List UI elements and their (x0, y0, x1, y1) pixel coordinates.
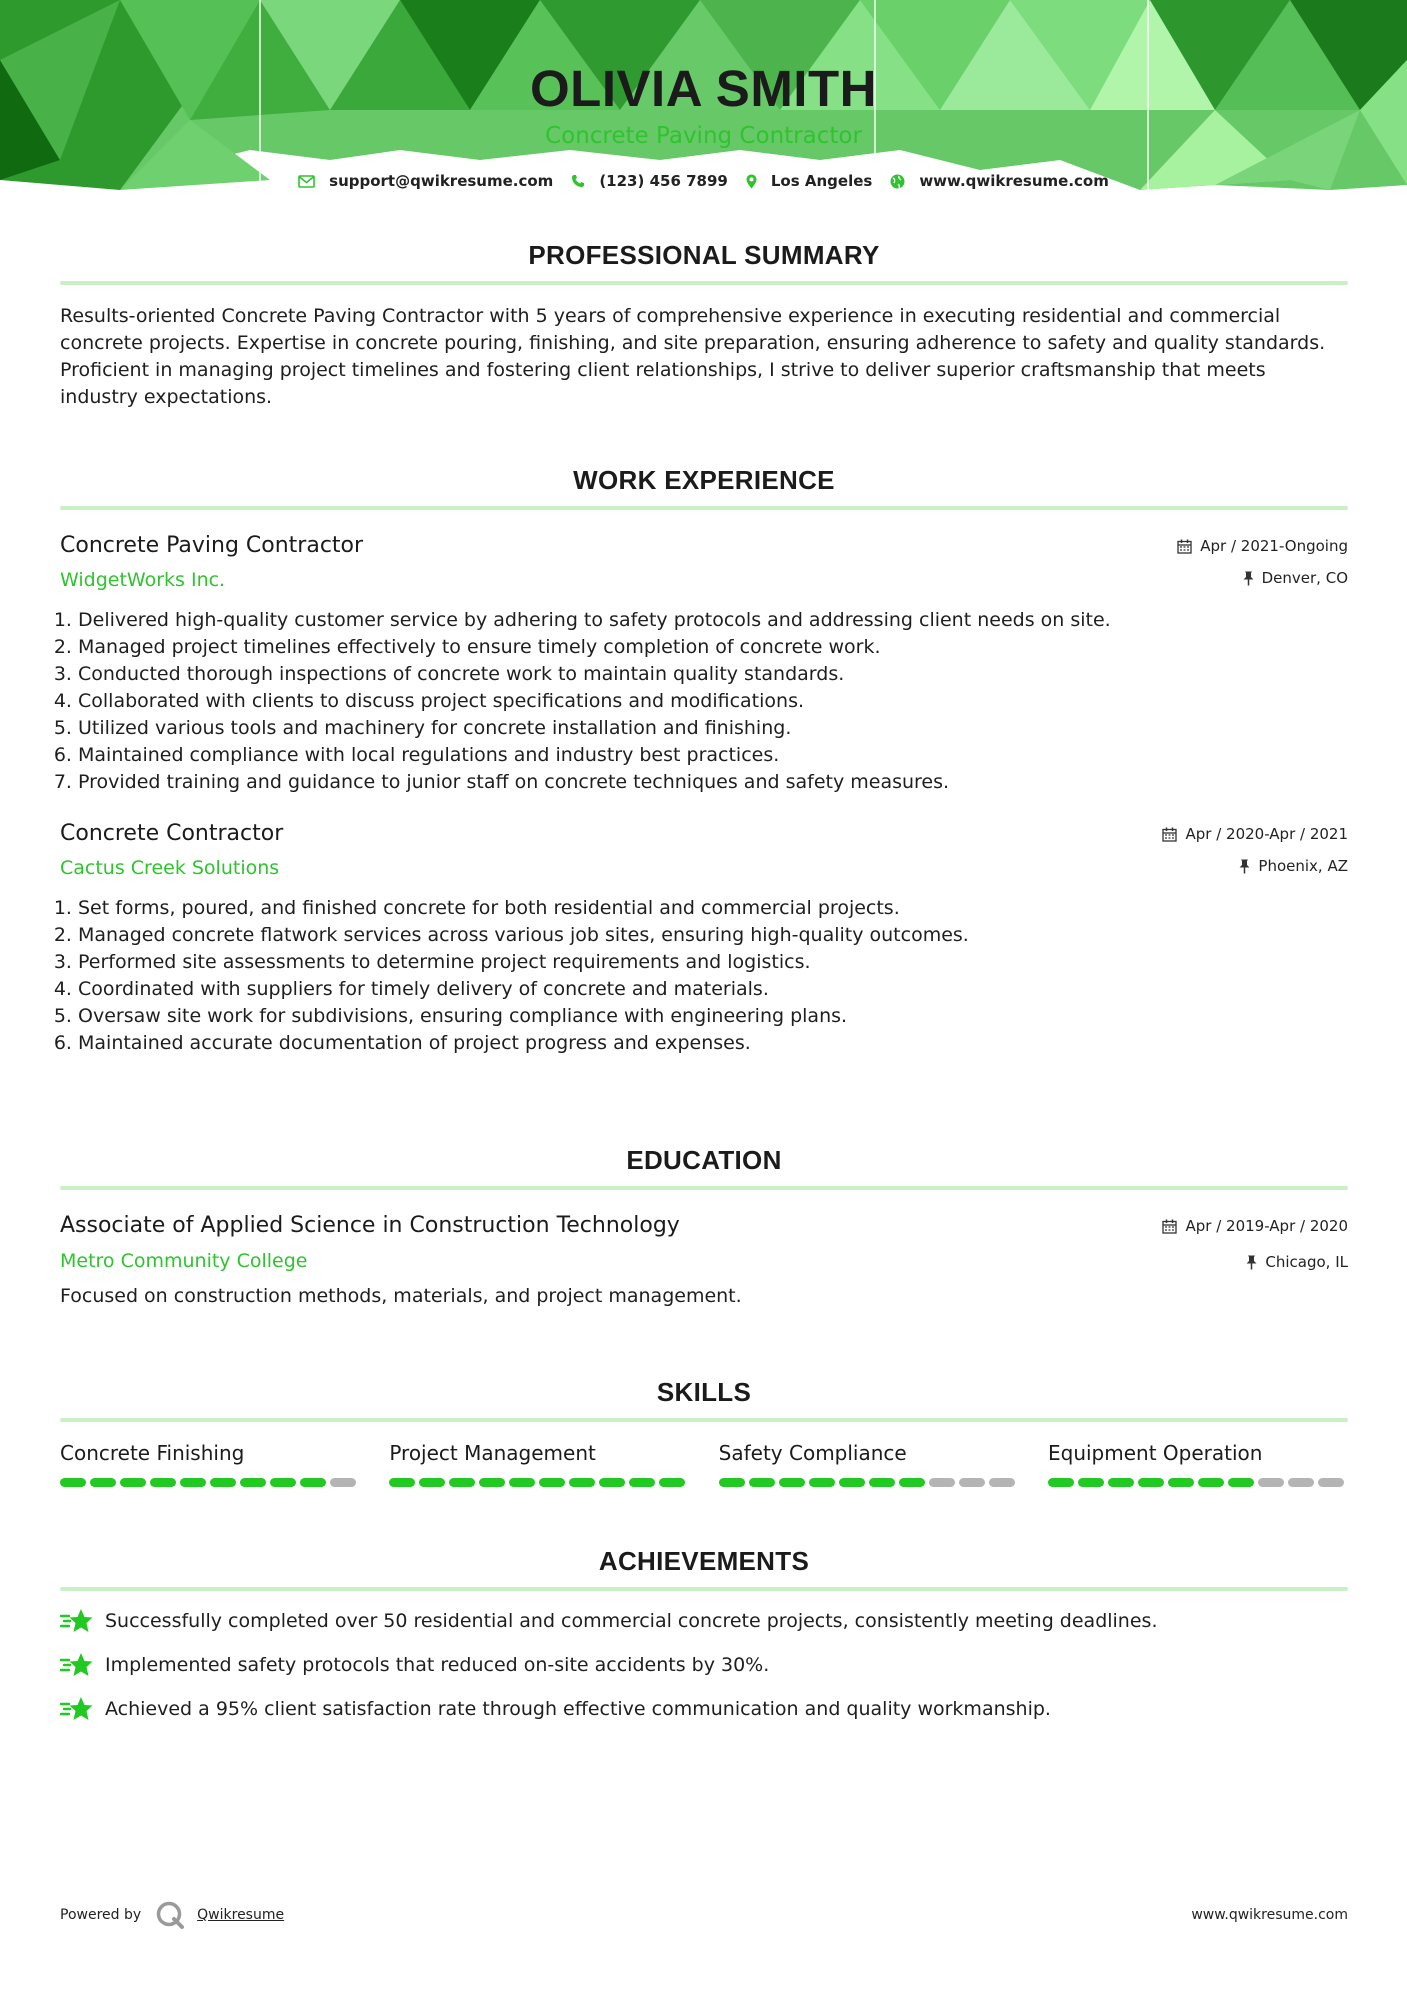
section-divider (60, 281, 1348, 285)
summary-text: Results-oriented Concrete Paving Contractor with 5 years of comprehensive experience in executing residential and commercial concrete projects. Expertise in concrete pouring, finishing, and site preparation, ensuring adherence to safety and quality standards. Proficient in managing project timelines and fostering client relationships, I strive to deliver superior craftsmanship that meets industry expectations. (60, 305, 1326, 408)
skill-name: Concrete Finishing (60, 1441, 245, 1465)
skill-segment (1048, 1478, 1074, 1487)
contact-email[interactable] (298, 172, 553, 190)
job-duties (60, 607, 1348, 796)
skill-segment (989, 1478, 1015, 1487)
skill-segment (569, 1478, 595, 1487)
job-dates-text: Apr / 2020-Apr / 2021 (1185, 825, 1348, 843)
achievement-item (60, 1695, 1348, 1723)
achievement-text: Achieved a 95% client satisfaction rate through effective communication and quality workmanship. (105, 1697, 1051, 1720)
brand-link[interactable]: Qwikresume (197, 1907, 285, 1923)
skill-level-bar (719, 1478, 1019, 1487)
achievement-text: Implemented safety protocols that reduced on-site accidents by 30%. (105, 1653, 770, 1676)
job-location (1162, 851, 1348, 881)
star-icon (60, 1607, 93, 1635)
skill-segment (330, 1478, 356, 1487)
school-name: Metro Community College (60, 1250, 308, 1272)
contact-location (746, 172, 872, 190)
education-description: Focused on construction methods, materials, and project management. (60, 1285, 742, 1307)
skill-segment (809, 1478, 835, 1487)
section-divider (60, 1587, 1348, 1591)
job-entry (60, 819, 1348, 1057)
skill-level-bar (389, 1478, 689, 1487)
achievement-item (60, 1607, 1348, 1635)
envelope-icon (298, 175, 315, 188)
skill-name: Safety Compliance (718, 1441, 907, 1465)
degree-name: Associate of Applied Science in Construction Technology (60, 1213, 680, 1238)
education-location-text: Chicago, IL (1265, 1253, 1348, 1271)
skill-segment (419, 1478, 445, 1487)
duty-item: 2. Managed concrete flatwork services across various job sites, ensuring high-quality outcomes. (78, 922, 1348, 949)
section-divider (60, 1186, 1348, 1190)
section-divider (60, 1418, 1348, 1422)
pin-icon (1239, 859, 1250, 874)
skill-segment (240, 1478, 266, 1487)
job-duties (60, 895, 1348, 1057)
skills-heading: SKILLS (656, 1377, 752, 1407)
skill-segment (270, 1478, 296, 1487)
summary-heading: PROFESSIONAL SUMMARY (528, 240, 880, 270)
skill-segment (1168, 1478, 1194, 1487)
skill-segment (120, 1478, 146, 1487)
education-dates-text: Apr / 2019-Apr / 2020 (1185, 1217, 1348, 1235)
education-heading: EDUCATION (626, 1145, 782, 1175)
achievement-item (60, 1651, 1348, 1679)
duty-item: 3. Conducted thorough inspections of concrete work to maintain quality standards. (78, 661, 1348, 688)
location-text: Los Angeles (770, 172, 873, 190)
powered-by-label: Powered by (60, 1907, 142, 1923)
duty-item: 2. Managed project timelines effectively to ensure timely completion of concrete work. (78, 634, 1348, 661)
duty-item: 5. Utilized various tools and machinery for concrete installation and finishing. (78, 715, 1348, 742)
skill-segment (659, 1478, 685, 1487)
skill-segment (1198, 1478, 1224, 1487)
skill-segment (899, 1478, 925, 1487)
skill-segment (300, 1478, 326, 1487)
skill-item (1048, 1438, 1348, 1487)
calendar-icon (1177, 539, 1192, 554)
duty-item: 1. Delivered high-quality customer service by adhering to safety protocols and addressing client needs on site. (78, 607, 1348, 634)
skill-segment (479, 1478, 505, 1487)
job-role: Concrete Contractor (60, 821, 284, 846)
skill-segment (449, 1478, 475, 1487)
skill-item (60, 1438, 360, 1487)
skill-segment (719, 1478, 745, 1487)
skill-segment (629, 1478, 655, 1487)
phone-text: (123) 456 7899 (599, 172, 728, 190)
education-section (60, 1143, 1348, 1310)
job-dates (1162, 819, 1348, 849)
skill-segment (1108, 1478, 1134, 1487)
website-text: www.qwikresume.com (919, 172, 1109, 190)
skill-level-bar (1048, 1478, 1348, 1487)
star-icon (60, 1651, 93, 1679)
skill-segment (599, 1478, 625, 1487)
achievement-text: Successfully completed over 50 residential and commercial concrete projects, consistently meeting deadlines. (105, 1609, 1158, 1632)
pin-icon (1246, 1255, 1257, 1270)
job-dates (1177, 531, 1348, 561)
skill-segment (929, 1478, 955, 1487)
skills-section (60, 1375, 1348, 1487)
duty-item: 1. Set forms, poured, and finished concrete for both residential and commercial projects. (78, 895, 1348, 922)
skill-segment (60, 1478, 86, 1487)
skill-name: Project Management (389, 1441, 596, 1465)
skill-segment (869, 1478, 895, 1487)
achievements-heading: ACHIEVEMENTS (598, 1546, 810, 1576)
skill-segment (839, 1478, 865, 1487)
duty-item: 3. Performed site assessments to determine project requirements and logistics. (78, 949, 1348, 976)
skill-segment (1318, 1478, 1344, 1487)
skill-item (389, 1438, 689, 1487)
contact-website[interactable] (890, 172, 1109, 190)
skill-segment (150, 1478, 176, 1487)
skill-segment (389, 1478, 415, 1487)
experience-section (60, 463, 1348, 1057)
phone-icon (571, 174, 585, 188)
skill-segment (1138, 1478, 1164, 1487)
duty-item: 6. Maintained accurate documentation of project progress and expenses. (78, 1030, 1348, 1057)
footer-site-link[interactable]: www.qwikresume.com (1191, 1907, 1348, 1923)
section-divider (60, 506, 1348, 510)
duty-item: 4. Coordinated with suppliers for timely delivery of concrete and materials. (78, 976, 1348, 1003)
job-dates-text: Apr / 2021-Ongoing (1200, 537, 1348, 555)
job-role: Concrete Paving Contractor (60, 533, 364, 558)
skill-item (719, 1438, 1019, 1487)
skill-level-bar (60, 1478, 360, 1487)
duty-item: 4. Collaborated with clients to discuss project specifications and modifications. (78, 688, 1348, 715)
skill-segment (1288, 1478, 1314, 1487)
duty-item: 5. Oversaw site work for subdivisions, ensuring compliance with engineering plans. (78, 1003, 1348, 1030)
skill-segment (1078, 1478, 1104, 1487)
calendar-icon (1162, 1219, 1177, 1234)
skill-segment (509, 1478, 535, 1487)
duty-item: 7. Provided training and guidance to junior staff on concrete techniques and safety measures. (78, 769, 1348, 796)
calendar-icon (1162, 827, 1177, 842)
star-icon (60, 1695, 93, 1723)
skill-name: Equipment Operation (1047, 1441, 1263, 1465)
job-company: WidgetWorks Inc. (60, 569, 226, 591)
contact-bar (0, 172, 1407, 190)
candidate-title: Concrete Paving Contractor (545, 123, 862, 149)
skill-segment (1258, 1478, 1284, 1487)
skill-segment (749, 1478, 775, 1487)
email-text: support@qwikresume.com (329, 172, 554, 190)
experience-heading: WORK EXPERIENCE (573, 465, 835, 495)
job-location-text: Denver, CO (1261, 569, 1348, 587)
job-entry (60, 531, 1348, 796)
skill-segment (210, 1478, 236, 1487)
contact-phone[interactable] (571, 172, 728, 190)
pin-icon (1243, 571, 1254, 586)
skill-segment (90, 1478, 116, 1487)
map-pin-icon (746, 174, 757, 189)
skill-segment (180, 1478, 206, 1487)
skill-segment (779, 1478, 805, 1487)
globe-icon (890, 174, 905, 189)
education-location (1162, 1247, 1348, 1277)
skill-segment (1228, 1478, 1254, 1487)
qwikresume-logo-icon (155, 1900, 185, 1930)
summary-section (60, 238, 1348, 411)
candidate-name: OLIVIA SMITH (530, 60, 877, 117)
skill-segment (539, 1478, 565, 1487)
skill-segment (959, 1478, 985, 1487)
duty-item: 6. Maintained compliance with local regulations and industry best practices. (78, 742, 1348, 769)
footer (60, 1900, 1348, 1930)
education-dates (1162, 1211, 1348, 1241)
job-location-text: Phoenix, AZ (1258, 857, 1348, 875)
achievements-section (60, 1544, 1348, 1723)
job-company: Cactus Creek Solutions (60, 857, 280, 879)
job-location (1177, 563, 1348, 593)
skills-grid (60, 1438, 1348, 1487)
